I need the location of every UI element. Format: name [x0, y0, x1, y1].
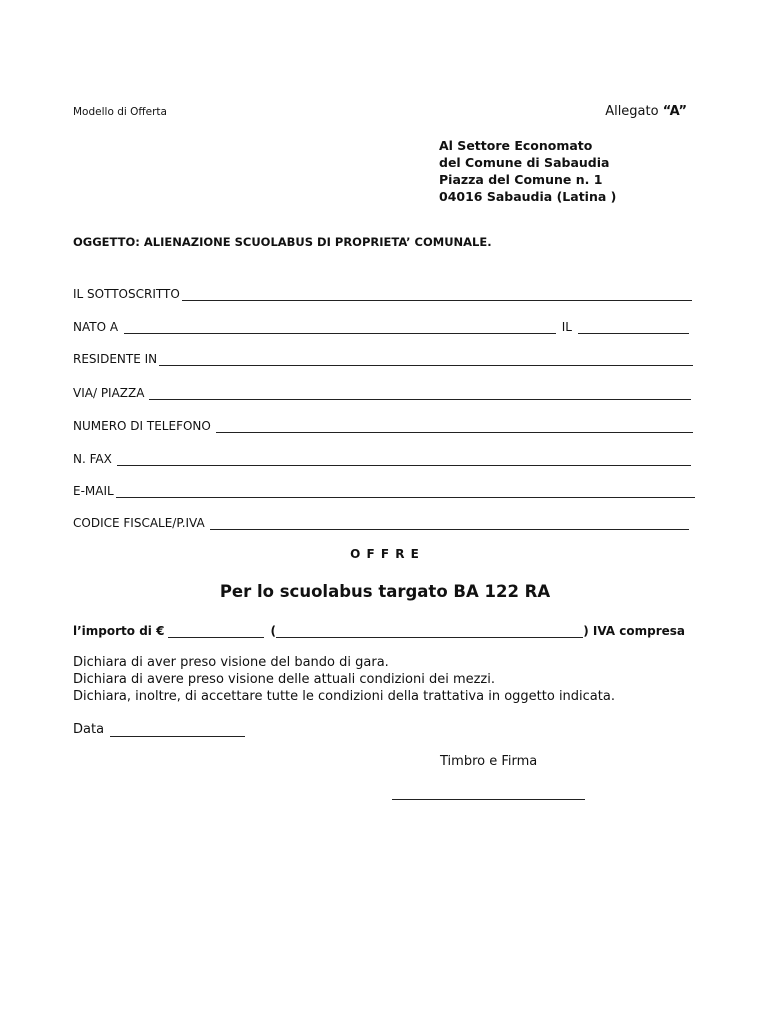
- field-phone[interactable]: [73, 417, 693, 433]
- subject: OGGETTO: ALIENAZIONE SCUOLABUS DI PROPRIETA’ COMUNALE.: [73, 235, 492, 249]
- field-label: NUMERO DI TELEFONO: [73, 419, 211, 433]
- date-field[interactable]: [73, 721, 245, 737]
- recipient-line: Al Settore Economato: [439, 138, 593, 153]
- attachment-letter: “A”: [662, 104, 687, 119]
- date-line[interactable]: [110, 724, 245, 737]
- amount-row[interactable]: [73, 622, 685, 638]
- date-label: Data: [73, 722, 105, 737]
- field-tax-code[interactable]: [73, 514, 689, 530]
- blank-line[interactable]: [117, 453, 691, 466]
- blank-line[interactable]: [210, 517, 689, 530]
- blank-line[interactable]: [578, 321, 689, 334]
- field-label: RESIDENTE IN: [73, 352, 158, 366]
- amount-suffix: ) IVA compresa: [583, 624, 685, 638]
- signature-line[interactable]: [392, 799, 585, 800]
- field-birth[interactable]: [73, 318, 689, 334]
- recipient-address: [439, 137, 616, 205]
- recipient-line: Piazza del Comune n. 1: [439, 172, 603, 187]
- blank-line[interactable]: [149, 387, 691, 400]
- blank-line[interactable]: [124, 321, 556, 334]
- field-label: NATO A: [73, 320, 119, 334]
- declarations: [73, 654, 615, 705]
- recipient-line: del Comune di Sabaudia: [439, 155, 610, 170]
- declaration: Dichiara, inoltre, di accettare tutte le condizioni della trattativa in oggetto indicata.: [73, 689, 615, 704]
- blank-line[interactable]: [182, 288, 692, 301]
- field-email[interactable]: [73, 482, 695, 498]
- amount-words-line[interactable]: [276, 625, 583, 638]
- recipient-line: 04016 Sabaudia (Latina ): [439, 189, 617, 204]
- signature-label: Timbro e Firma: [440, 754, 538, 769]
- field-label: E-MAIL: [73, 484, 114, 498]
- blank-line[interactable]: [216, 420, 693, 433]
- field-label: VIA/ PIAZZA: [73, 386, 145, 400]
- offer-heading: O F F R E: [350, 547, 420, 561]
- field-label: CODICE FISCALE/P.IVA: [73, 516, 205, 530]
- attachment-prefix: Allegato: [605, 104, 659, 119]
- amount-prefix: l’importo di €: [73, 624, 165, 638]
- blank-line[interactable]: [116, 485, 695, 498]
- field-label: IL: [561, 320, 572, 334]
- declaration: Dichiara di aver preso visione del bando di gara.: [73, 655, 389, 670]
- blank-line[interactable]: [159, 353, 693, 366]
- field-label: N. FAX: [73, 452, 112, 466]
- form-model-label: Modello di Offerta: [73, 106, 167, 118]
- field-label: IL SOTTOSCRITTO: [73, 287, 180, 301]
- attachment-label: [605, 104, 687, 119]
- vehicle-line: Per lo scuolabus targato BA 122 RA: [219, 582, 551, 601]
- amount-open-paren: (: [270, 624, 276, 638]
- field-fax[interactable]: [73, 450, 691, 466]
- field-street[interactable]: [73, 384, 691, 400]
- declaration: Dichiara di avere preso visione delle attuali condizioni dei mezzi.: [73, 672, 496, 687]
- amount-number-line[interactable]: [168, 625, 264, 638]
- field-undersigned[interactable]: [73, 285, 692, 301]
- field-resident[interactable]: [73, 350, 693, 366]
